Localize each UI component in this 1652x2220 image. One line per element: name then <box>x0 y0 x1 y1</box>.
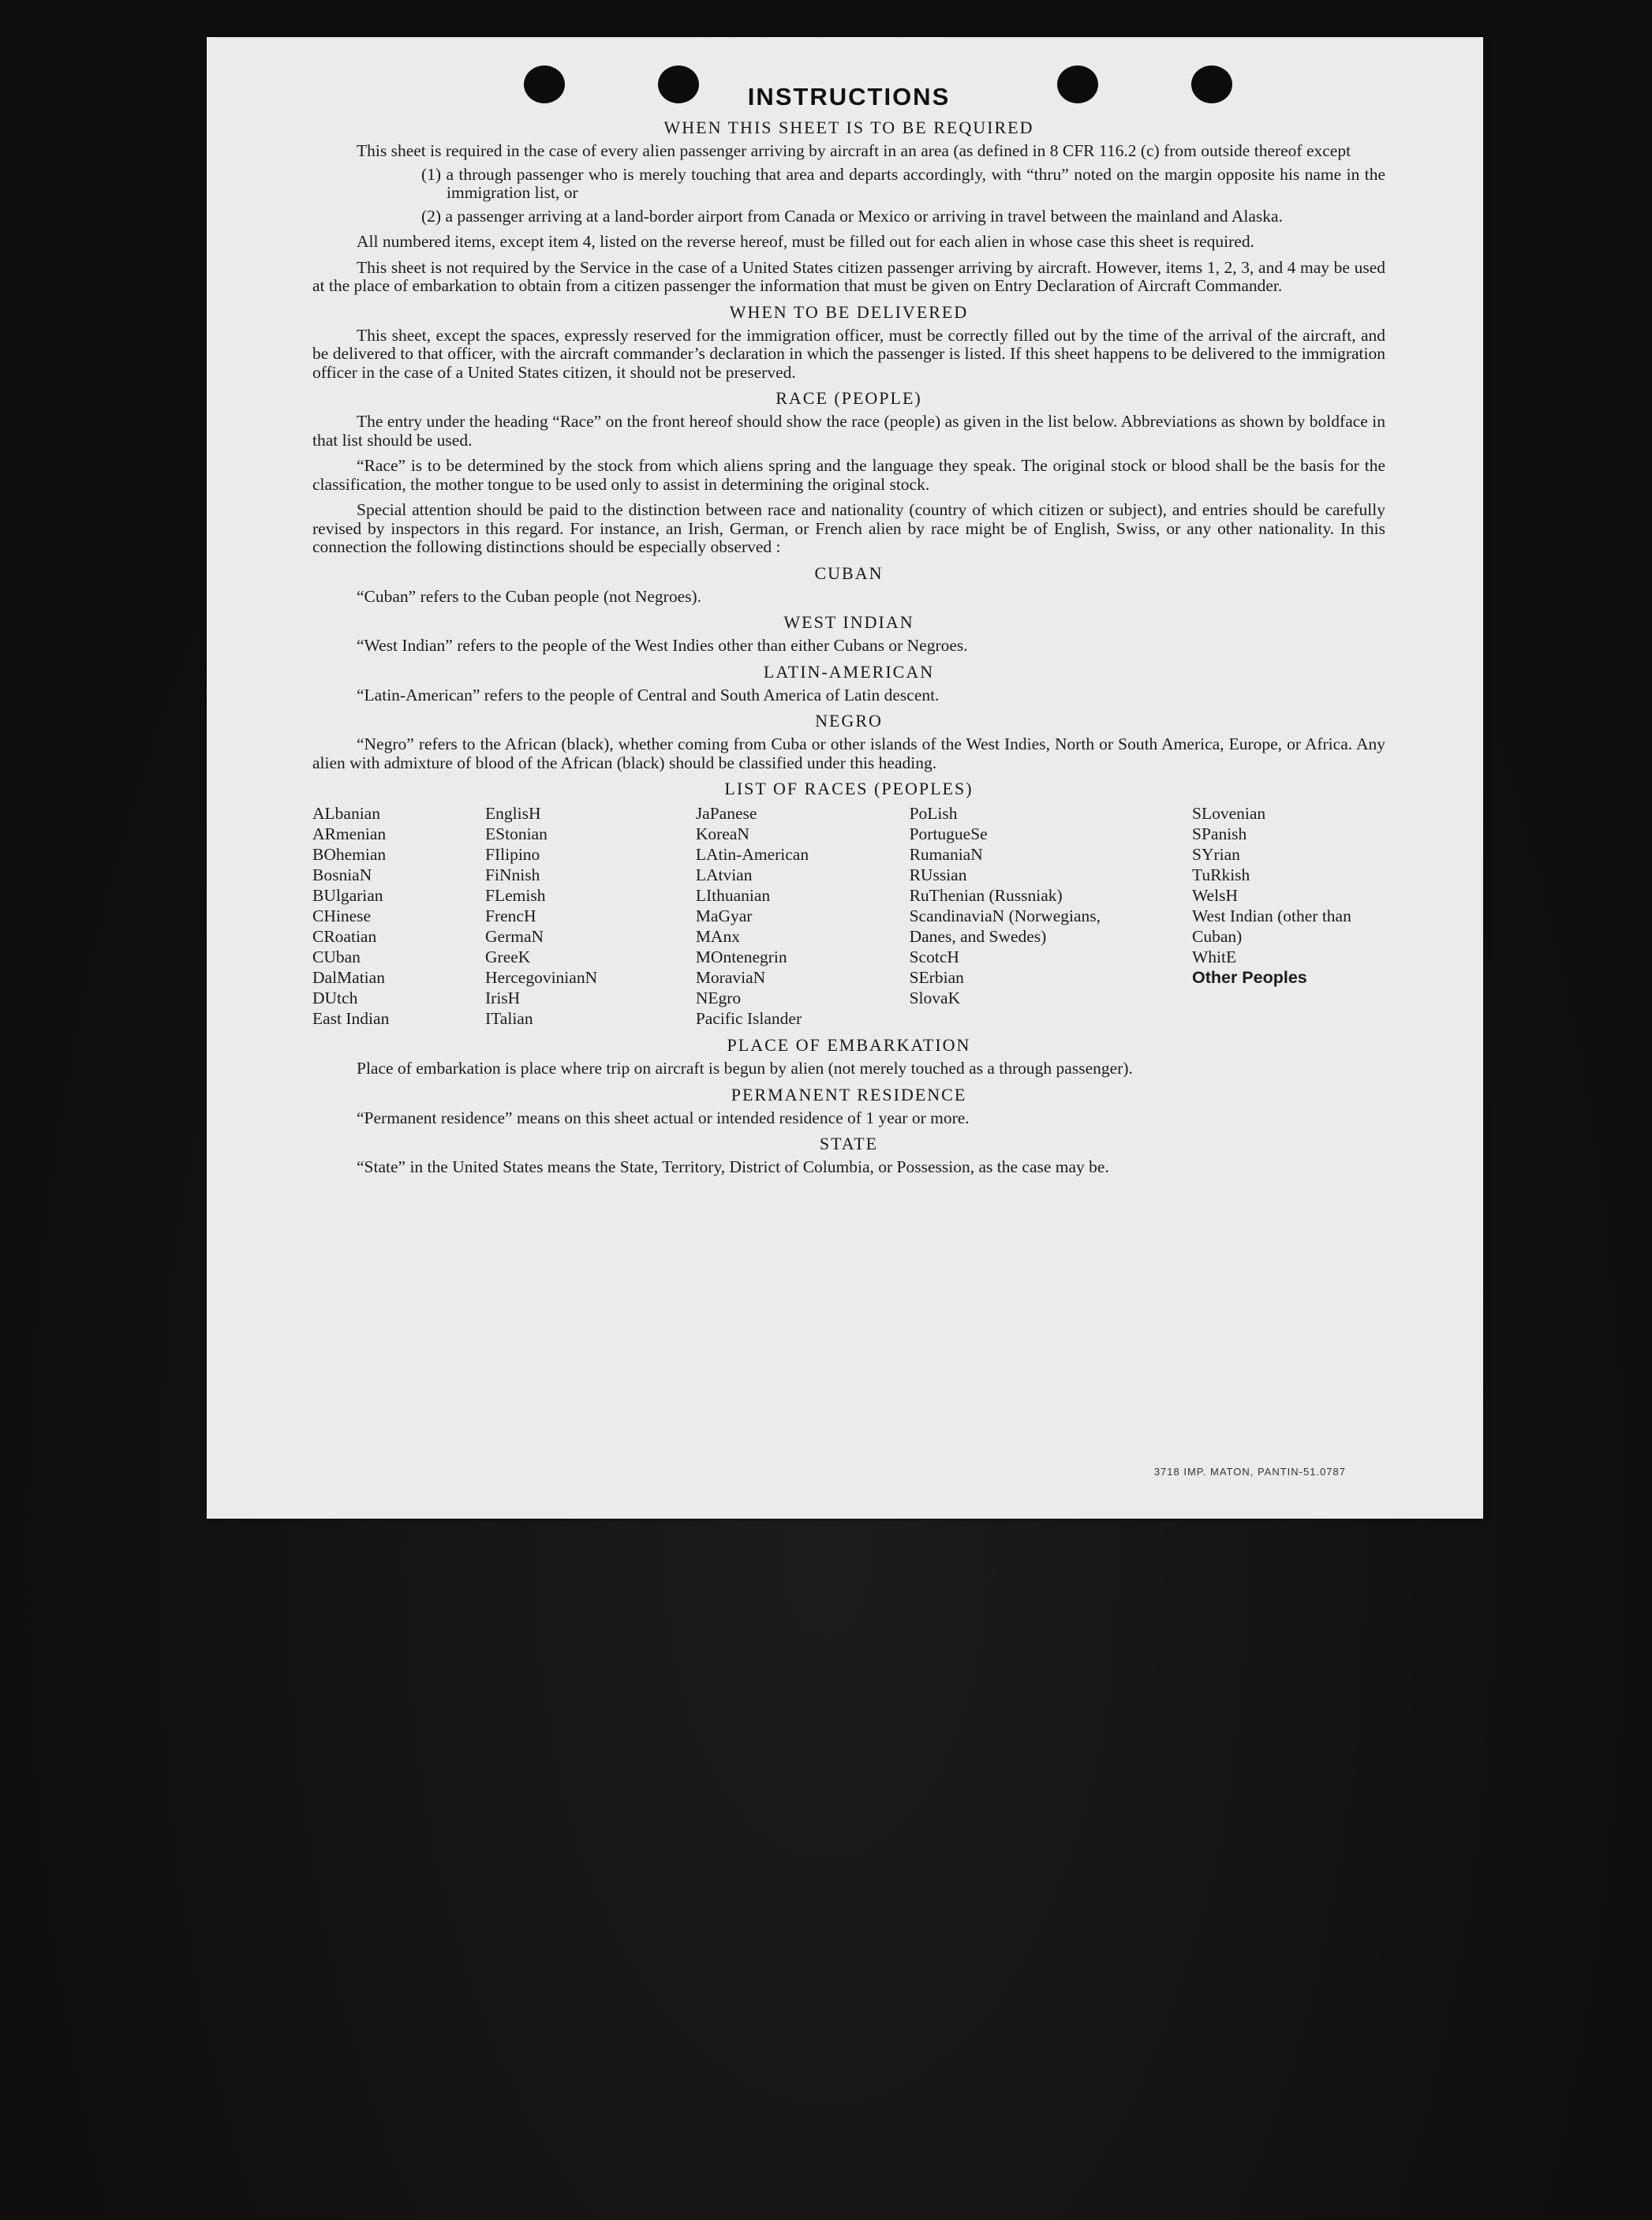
race-item: KoreaN <box>695 824 749 843</box>
race-item: MaGyar <box>695 906 753 925</box>
race-item: BosniaN <box>312 865 372 884</box>
race-item: EStonian <box>485 824 548 843</box>
race-item: ALbanian <box>312 804 380 823</box>
section-heading: LIST OF RACES (PEOPLES) <box>724 779 974 798</box>
race-item: FiNnish <box>485 865 540 884</box>
paragraph: “Permanent residence” means on this sheet actual or intended residence of 1 year or more. <box>357 1108 970 1127</box>
list-item: (2) a passenger arriving at a land-border airport from Canada or Mexico or arriving in travel between the mainland and Alaska. <box>421 206 1283 226</box>
section-heading: WEST INDIAN <box>783 612 914 632</box>
race-column <box>1192 803 1385 1029</box>
race-item: TuRkish <box>1191 865 1250 884</box>
race-item: ScandinaviaN (Norwegians, Danes, and Swedes) <box>909 906 1101 946</box>
instruction-sheet <box>207 37 1483 1519</box>
race-item: DUtch <box>312 989 358 1007</box>
race-item: FIlipino <box>485 845 540 864</box>
paragraph: “Race” is to be determined by the stock from which aliens spring and the language they speak. The original stock or blood shall be the basis for the classification, the mother tongue to be used only to assist in determining the original stock. <box>312 456 1385 494</box>
paragraph: “Negro” refers to the African (black), whether coming from Cuba or other islands of the West Indies, North or South America, Europe, or Africa. Any alien with admixture of blood of the African (black) should be classified under this heading. <box>312 734 1385 772</box>
punch-hole <box>1191 65 1232 103</box>
race-item: NEgro <box>695 989 742 1007</box>
race-item: RumaniaN <box>909 845 983 864</box>
race-item: SLovenian <box>1191 804 1266 823</box>
paragraph: This sheet is not required by the Service in the case of a United States citizen passenger arriving by aircraft. However, items 1, 2, 3, and 4 may be used at the place of embarkation to obtain from a citizen passenger the information that must be given on Entry Declaration of Aircraft Commander. <box>312 257 1385 295</box>
race-item: WelsH <box>1191 886 1238 905</box>
race-item: CHinese <box>312 906 372 925</box>
paragraph: The entry under the heading “Race” on the front hereof should show the race (people) as given in the list below. Abbreviations as shown by boldface in that list should be used. <box>312 412 1385 450</box>
paragraph: This sheet, except the spaces, expressly reserved for the immigration officer, must be correctly filled out by the time of the arrival of the aircraft, and be delivered to that officer, with the aircraft commander’s declaration in which the passenger is listed. If this sheet happens to be delivered to the immigration officer in the case of a United States citizen, it should not be preserved. <box>312 325 1385 382</box>
race-item: East Indian <box>312 1009 390 1028</box>
race-item: LAtvian <box>695 865 753 884</box>
race-item: IrisH <box>485 989 521 1007</box>
race-item: CRoatian <box>312 927 377 946</box>
race-column <box>485 803 696 1029</box>
race-item: ARmenian <box>312 824 387 843</box>
race-item: Other Peoples <box>1191 968 1307 987</box>
race-item: RUssian <box>909 865 967 884</box>
race-column <box>910 803 1192 1029</box>
section-heading: CUBAN <box>814 562 884 583</box>
paragraph: “Latin-American” refers to the people of Central and South America of Latin descent. <box>357 685 940 704</box>
race-column <box>312 803 485 1029</box>
paragraph: “Cuban” refers to the Cuban people (not Negroes). <box>357 586 702 606</box>
section-heading: WHEN TO BE DELIVERED <box>729 301 969 322</box>
race-item: DalMatian <box>312 968 385 987</box>
race-item: MOntenegrin <box>695 947 787 966</box>
punch-hole <box>1057 65 1098 103</box>
race-item: CUban <box>312 947 361 966</box>
section-heading: PERMANENT RESIDENCE <box>731 1084 967 1104</box>
page-title: INSTRUCTIONS <box>747 83 951 110</box>
race-item: SYrian <box>1191 845 1240 864</box>
paragraph: Place of embarkation is place where trip on aircraft is begun by alien (not merely touched as a through passenger). <box>357 1059 1133 1078</box>
section-heading: NEGRO <box>815 711 883 731</box>
section-heading: RACE (PEOPLE) <box>776 388 922 408</box>
race-item: GermaN <box>485 927 544 946</box>
race-item: ScotcH <box>909 947 959 966</box>
printer-imprint: 3718 IMP. MATON, PANTIN-51.0787 <box>1153 1466 1346 1478</box>
race-item: MoraviaN <box>695 968 766 987</box>
race-list <box>312 803 1385 1029</box>
race-item: BUlgarian <box>312 886 383 905</box>
section-heading: STATE <box>819 1134 879 1153</box>
race-item: RuThenian (Russniak) <box>909 886 1063 905</box>
race-item: GreeK <box>485 947 531 966</box>
race-item: LIthuanian <box>695 886 771 905</box>
race-item: ITalian <box>485 1009 533 1028</box>
punch-hole <box>658 65 699 103</box>
race-item: EnglisH <box>485 804 541 823</box>
race-item: WhitE <box>1191 947 1237 966</box>
paragraph: All numbered items, except item 4, listed on the reverse hereof, must be filled out for each alien in whose case this sheet is required. <box>357 232 1254 251</box>
paragraph: “State” in the United States means the State, Territory, District of Columbia, or Possession, as the case may be. <box>357 1157 1109 1176</box>
punch-hole <box>524 65 565 103</box>
paragraph: “West Indian” refers to the people of the West Indies other than either Cubans or Negroes. <box>357 636 968 655</box>
section-heading: WHEN THIS SHEET IS TO BE REQUIRED <box>663 118 1034 137</box>
race-item: SErbian <box>909 968 964 987</box>
race-item: BOhemian <box>312 845 387 864</box>
race-item: MAnx <box>695 927 740 946</box>
race-item: JaPanese <box>695 804 757 823</box>
paragraph: This sheet is required in the case of every alien passenger arriving by aircraft in an area (as defined in 8 CFR 116.2 (c) from outside thereof except <box>357 141 1351 160</box>
list-item: (1) a through passenger who is merely touching that area and departs accordingly, with “thru” noted on the margin opposite his name in the immigration list, or <box>421 164 1385 202</box>
race-item: Pacific Islander <box>695 1009 802 1028</box>
race-item: LAtin-American <box>695 845 809 864</box>
race-item: FLemish <box>485 886 546 905</box>
race-item: PoLish <box>909 804 958 823</box>
race-column <box>696 803 910 1029</box>
section-heading: LATIN-AMERICAN <box>763 661 935 682</box>
race-item: SPanish <box>1191 824 1247 843</box>
race-item: West Indian (other than Cuban) <box>1191 906 1351 946</box>
paragraph: Special attention should be paid to the distinction between race and nationality (country of which citizen or subject), and entries should be carefully revised by inspectors in this regard. For instance, an Irish, German, or French alien by race might be of English, Swiss, or any other nationality. In this connection the following distinctions should be especially observed : <box>312 500 1385 556</box>
race-item: PortugueSe <box>909 824 988 843</box>
race-item: HercegovinianN <box>485 968 598 987</box>
section-heading: PLACE OF EMBARKATION <box>727 1035 971 1055</box>
race-item: FrencH <box>485 906 536 925</box>
race-item: SlovaK <box>909 989 961 1007</box>
